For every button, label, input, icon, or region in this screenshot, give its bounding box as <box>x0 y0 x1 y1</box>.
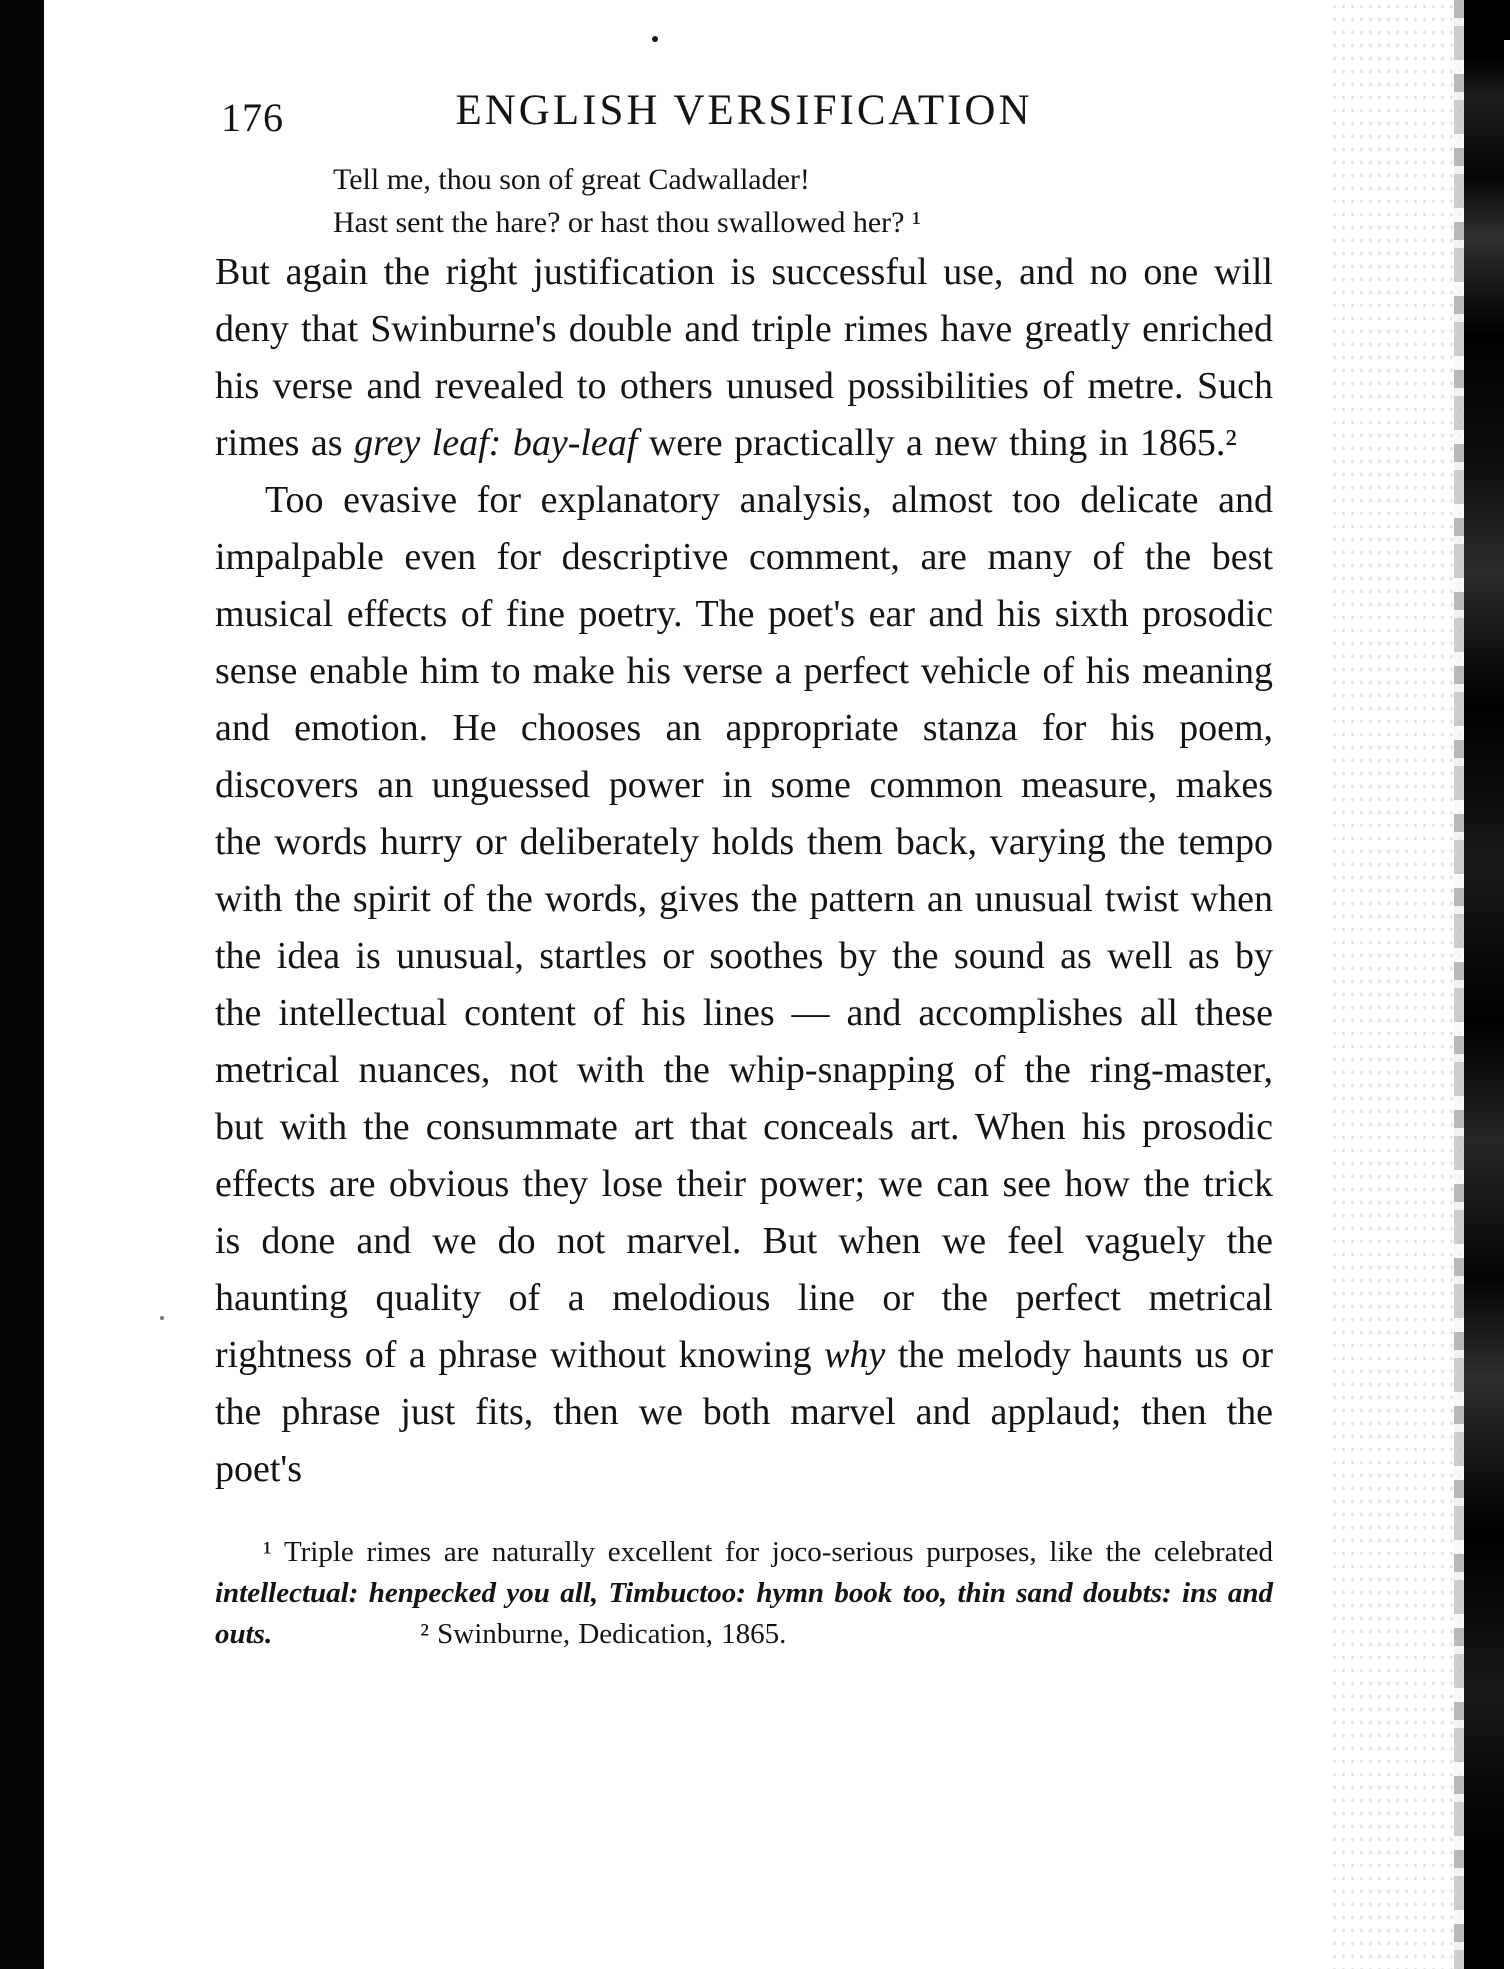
footnotes-section <box>215 1532 1273 1655</box>
page-header <box>215 86 1273 144</box>
scan-edge-right <box>1464 0 1504 1969</box>
verse-line-1: Tell me, thou son of great Cadwallader! <box>333 163 810 196</box>
page-number: 176 <box>221 95 284 140</box>
scan-speck <box>160 1316 164 1320</box>
page-title: ENGLISH VERSIFICATION <box>455 87 1033 134</box>
verse-quote <box>333 158 1273 244</box>
footnote-text: ¹ Triple rimes are naturally excellent for joco-serious purposes, like the celebrated intellectual: henpecked you all, Timbuctoo: hymn book too, thin sand doubts: ins and outs. ² Swinburne, Dedication, 1865. <box>215 1536 1273 1650</box>
verse-line-2: Hast sent the hare? or hast thou swallowed her? ¹ <box>333 206 921 239</box>
scan-noise <box>1330 0 1460 1969</box>
page-content <box>215 0 1273 1655</box>
scan-edge-left <box>0 0 44 1969</box>
paragraph-1: But again the right justification is successful use, and no one will deny that Swinburne's double and triple rimes have greatly enriched his verse and revealed to others unused possibilities of metre. Such rimes as grey leaf: bay-leaf were practically a new thing in 1865.² <box>215 251 1273 464</box>
paragraph-2: Too evasive for explanatory analysis, almost too delicate and impalpable even for descriptive comment, are many of the best musical effects of fine poetry. The poet's ear and his sixth prosodic sense enable him to make his verse a perfect vehicle of his meaning and emotion. He chooses an appropriate stanza for his poem, discovers an unguessed power in some common measure, makes the words hurry or deliberately holds them back, varying the tempo with the spirit of the words, gives the pattern an unusual twist when the idea is unusual, startles or soothes by the sound as well as by the intellectual content of his lines — and accomplishes all these metrical nuances, not with the whip-snapping of the ring-master, but with the consummate art that conceals art. When his prosodic effects are obvious they lose their power; we can see how the trick is done and we do not marvel. But when we feel vaguely the haunting quality of a melodious line or the perfect metrical rightness of a phrase without knowing why the melody haunts us or the phrase just fits, then we both marvel and applaud; then the poet's <box>215 479 1273 1490</box>
scan-speck <box>652 36 658 42</box>
